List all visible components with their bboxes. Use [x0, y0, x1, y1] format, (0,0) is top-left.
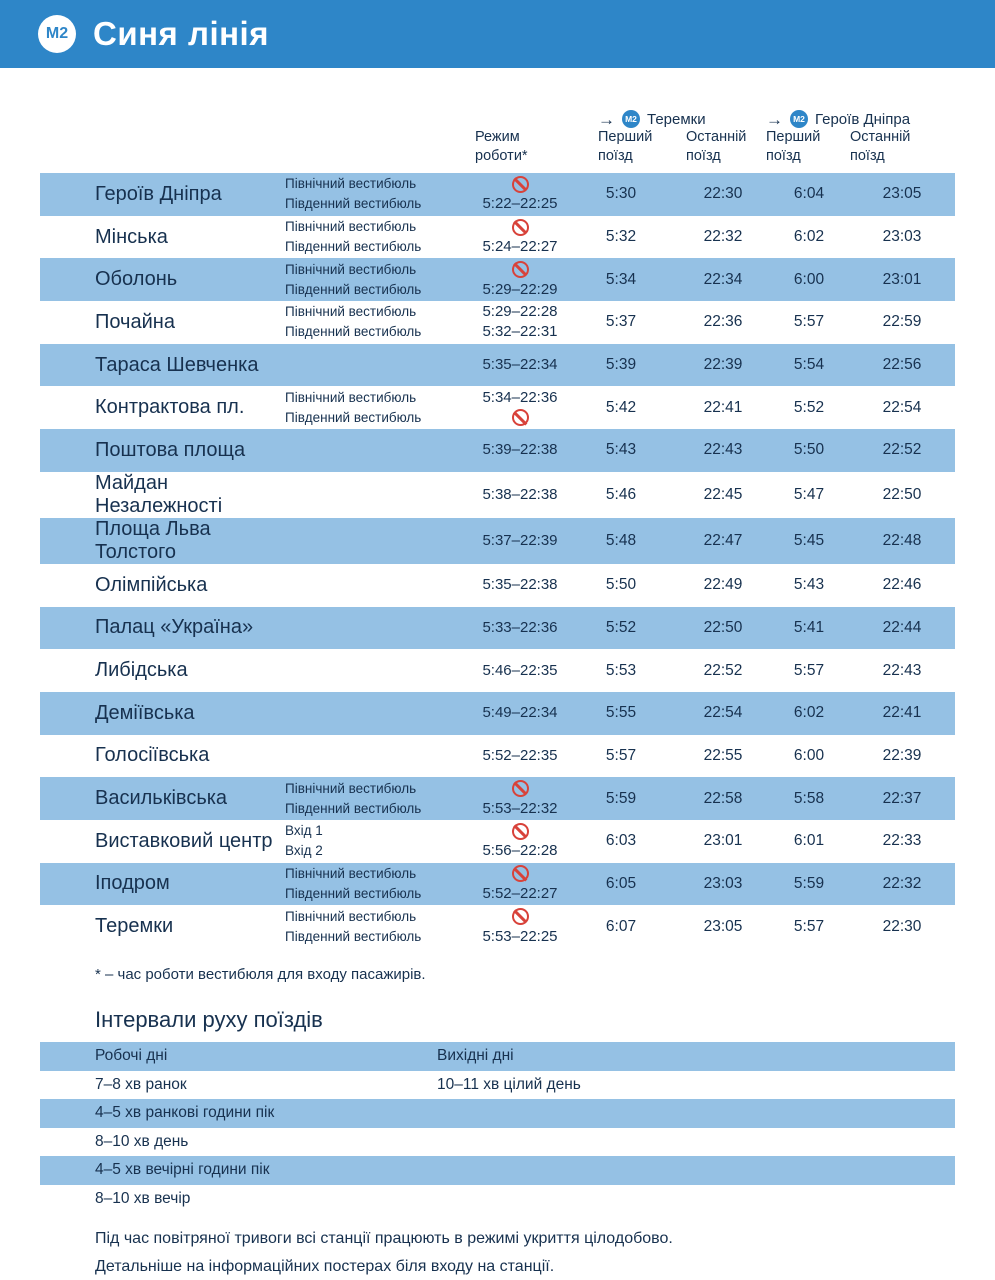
train-time: 5:57: [793, 661, 825, 679]
station-name: Іподром: [95, 872, 170, 895]
page-title: Синя лінія: [93, 15, 269, 52]
working-hours-line: 5:53–22:32: [482, 799, 558, 817]
no-entry-icon: [512, 219, 529, 236]
train-time: 22:55: [703, 746, 743, 764]
train-time: 22:50: [703, 618, 743, 636]
arrow-right-icon: →: [766, 109, 783, 129]
working-hours: 5:39–22:38: [482, 441, 558, 459]
train-time: 5:58: [793, 789, 825, 807]
station-row: [40, 777, 955, 820]
no-entry-icon: [512, 823, 529, 840]
direction-header-heroiv-dnipra: [766, 110, 910, 128]
train-time: 6:04: [793, 185, 825, 203]
no-entry-icon: [512, 409, 529, 426]
working-hours-line: 5:22–22:25: [482, 195, 558, 213]
working-hours-line: [475, 260, 565, 280]
station-name: Почайна: [95, 310, 175, 333]
subheader-last-train: Останній поїзд: [850, 129, 911, 164]
entrance-label: Південний вестибюль: [285, 239, 422, 255]
entrance-label: Північний вестибюль: [285, 176, 417, 192]
mode-header-line1: Режим: [475, 129, 520, 145]
train-time: 5:42: [605, 398, 637, 416]
working-hours-line: 5:32–22:31: [482, 323, 558, 341]
interval-row: [40, 1099, 955, 1128]
entrance-label: Північний вестибюль: [285, 865, 417, 881]
timetable: [40, 68, 955, 948]
alert-notes: [95, 1225, 955, 1280]
train-time: 22:48: [882, 531, 922, 549]
station-name: Васильківська: [95, 787, 228, 810]
train-time: 5:52: [605, 618, 637, 636]
station-name: Голосіївська: [95, 744, 210, 767]
interval-row: [40, 1185, 955, 1214]
working-hours-line: [475, 174, 565, 194]
working-hours-line: [475, 907, 565, 927]
station-row: [40, 258, 955, 301]
station-row: [40, 216, 955, 259]
train-time: 5:57: [605, 746, 637, 764]
working-hours-line: [475, 408, 565, 428]
working-hours: 5:52–22:35: [482, 746, 558, 764]
working-hours: [475, 388, 565, 428]
working-hours-line: 5:52–22:27: [482, 884, 558, 902]
train-time: 5:54: [793, 356, 825, 374]
station-row: [40, 429, 955, 472]
train-time: 5:53: [605, 661, 637, 679]
station-row: [40, 301, 955, 344]
train-time: 5:57: [793, 313, 825, 331]
train-time: 22:43: [882, 661, 922, 679]
train-time: 6:00: [793, 746, 825, 764]
station-row: [40, 518, 955, 564]
table-header: [40, 68, 955, 173]
station-name: Либідська: [95, 659, 188, 682]
train-time: 5:43: [793, 576, 825, 594]
station-row: [40, 564, 955, 607]
entrance-labels: [285, 907, 475, 947]
entrance-labels: [285, 388, 475, 428]
train-time: 22:56: [882, 356, 922, 374]
train-time: 5:48: [605, 531, 637, 549]
mode-column-header: [475, 128, 528, 166]
station-name: Мінська: [95, 225, 168, 248]
station-row: [40, 649, 955, 692]
working-hours-line: 5:29–22:29: [482, 280, 558, 298]
entrance-label: Північний вестибюль: [285, 219, 417, 235]
station-name: Поштова площа: [95, 438, 246, 461]
direction-label: Теремки: [647, 110, 706, 128]
entrance-labels: [285, 174, 475, 214]
station-name: Олімпійська: [95, 573, 208, 596]
train-time: 23:03: [703, 874, 743, 892]
no-entry-icon: [512, 780, 529, 797]
train-time: 5:50: [793, 441, 825, 459]
no-entry-icon: [512, 908, 529, 925]
station-row: [40, 173, 955, 216]
note-line: Під час повітряної тривоги всі станції працюють в режимі укриття цілодобово.: [95, 1230, 673, 1247]
working-hours: 5:49–22:34: [482, 704, 558, 722]
train-time: 5:41: [793, 618, 825, 636]
entrance-labels: [285, 821, 475, 861]
working-hours: [475, 779, 565, 819]
interval-weekday-cell: 7–8 хв ранок: [95, 1075, 187, 1093]
working-hours: [475, 260, 565, 300]
mode-header-line2: роботи*: [475, 148, 528, 164]
station-row: [40, 863, 955, 906]
entrance-label: Південний вестибюль: [285, 196, 422, 212]
working-hours: [475, 174, 565, 214]
working-hours-line: [475, 821, 565, 841]
no-entry-icon: [512, 865, 529, 882]
working-hours: 5:38–22:38: [482, 485, 558, 503]
entrance-label: Вхід 2: [285, 843, 323, 859]
train-time: 5:46: [605, 485, 637, 503]
working-hours: 5:37–22:39: [482, 531, 558, 549]
station-row: [40, 607, 955, 650]
station-row: [40, 905, 955, 948]
train-time: 5:39: [605, 356, 637, 374]
entrance-labels: [285, 779, 475, 819]
intervals-title: Інтервали руху поїздів: [95, 1007, 323, 1032]
entrance-label: Північний вестибюль: [285, 908, 417, 924]
entrance-label: Північний вестибюль: [285, 389, 417, 405]
train-time: 23:05: [703, 917, 743, 935]
interval-row: [40, 1042, 955, 1071]
train-time: 5:50: [605, 576, 637, 594]
train-time: 6:07: [605, 917, 637, 935]
station-name: Контрактова пл.: [95, 396, 245, 419]
interval-weekend-cell: 10–11 хв цілий день: [437, 1075, 581, 1093]
working-hours: 5:35–22:38: [482, 576, 558, 594]
entrance-label: Вхід 1: [285, 823, 323, 839]
working-hours: [475, 302, 565, 342]
train-time: 22:34: [703, 270, 743, 288]
train-time: 22:36: [703, 313, 743, 331]
train-time: 5:34: [605, 270, 637, 288]
train-time: 22:30: [882, 917, 922, 935]
working-hours: 5:35–22:34: [482, 356, 558, 374]
station-name: Тараса Шевченка: [95, 353, 259, 376]
subheader-last-train: Останній поїзд: [686, 129, 747, 164]
intervals-table: [40, 1042, 955, 1213]
working-hours: 5:33–22:36: [482, 618, 558, 636]
train-time: 22:49: [703, 576, 743, 594]
no-entry-icon: [512, 261, 529, 278]
station-rows: [40, 173, 955, 948]
working-hours-line: 5:34–22:36: [482, 388, 558, 406]
station-row: [40, 735, 955, 778]
entrance-labels: [285, 260, 475, 300]
working-hours-line: [475, 779, 565, 799]
train-time: 6:01: [793, 832, 825, 850]
working-hours-line: 5:24–22:27: [482, 238, 558, 256]
entrance-label: Південний вестибюль: [285, 800, 422, 816]
train-time: 22:52: [882, 441, 922, 459]
working-hours: 5:46–22:35: [482, 661, 558, 679]
interval-weekday-cell: 4–5 хв ранкові години пік: [95, 1104, 275, 1122]
station-name: Героїв Дніпра: [95, 182, 222, 205]
arrow-right-icon: →: [598, 109, 615, 129]
train-time: 22:58: [703, 789, 743, 807]
entrance-labels: [285, 217, 475, 257]
train-time: 22:50: [882, 485, 922, 503]
station-row: [40, 692, 955, 735]
train-time: 6:03: [605, 832, 637, 850]
train-time: 22:33: [882, 832, 922, 850]
interval-weekday-cell: 8–10 хв вечір: [95, 1189, 191, 1207]
entrance-label: Південний вестибюль: [285, 409, 422, 425]
interval-row: [40, 1128, 955, 1157]
entrance-label: Північний вестибюль: [285, 304, 417, 320]
entrance-label: Південний вестибюль: [285, 928, 422, 944]
train-time: 23:05: [882, 185, 922, 203]
train-time: 22:46: [882, 576, 922, 594]
interval-row: [40, 1156, 955, 1185]
train-time: 6:02: [793, 228, 825, 246]
m2-line-badge-large: M2: [38, 15, 76, 53]
station-row: [40, 344, 955, 387]
working-hours-line: [475, 217, 565, 237]
train-time: 22:39: [882, 746, 922, 764]
direction-label: Героїв Дніпра: [815, 110, 911, 128]
train-time: 22:41: [703, 398, 743, 416]
train-time: 5:59: [793, 874, 825, 892]
subheader-first-train: Перший поїзд: [598, 129, 653, 164]
train-time: 5:45: [793, 531, 825, 549]
m2-line-badge: M2: [622, 110, 640, 128]
train-time: 5:59: [605, 789, 637, 807]
no-entry-icon: [512, 176, 529, 193]
train-time: 5:52: [793, 398, 825, 416]
entrance-labels: [285, 864, 475, 904]
train-time: 5:57: [793, 917, 825, 935]
entrance-label: Південний вестибюль: [285, 281, 422, 297]
train-time: 6:00: [793, 270, 825, 288]
train-time: 5:37: [605, 313, 637, 331]
station-name: Площа Льва Толстого: [95, 517, 211, 563]
train-time: 23:01: [882, 270, 922, 288]
train-time: 6:05: [605, 874, 637, 892]
train-time: 5:32: [605, 228, 637, 246]
interval-weekday-cell: Робочі дні: [95, 1047, 168, 1065]
direction-header-teremky: [598, 110, 706, 128]
station-row: [40, 386, 955, 429]
train-time: 22:44: [882, 618, 922, 636]
subheader-first-train: Перший поїзд: [766, 129, 821, 164]
entrance-labels: [285, 302, 475, 342]
train-time: 22:54: [703, 704, 743, 722]
train-time: 5:55: [605, 704, 637, 722]
interval-row: [40, 1071, 955, 1100]
train-time: 23:03: [882, 228, 922, 246]
station-row: [40, 472, 955, 518]
working-hours: [475, 217, 565, 257]
train-time: 22:32: [882, 874, 922, 892]
interval-weekday-cell: 8–10 хв день: [95, 1132, 189, 1150]
working-hours-line: 5:53–22:25: [482, 927, 558, 945]
interval-weekday-cell: 4–5 хв вечірні години пік: [95, 1161, 270, 1179]
working-hours-line: 5:56–22:28: [482, 842, 558, 860]
station-row: [40, 820, 955, 863]
train-time: 22:54: [882, 398, 922, 416]
train-time: 22:30: [703, 185, 743, 203]
working-hours-line: [475, 864, 565, 884]
train-time: 22:43: [703, 441, 743, 459]
train-time: 5:47: [793, 485, 825, 503]
station-name: Теремки: [95, 915, 174, 938]
train-time: 22:59: [882, 313, 922, 331]
working-hours: [475, 907, 565, 947]
entrance-label: Північний вестибюль: [285, 780, 417, 796]
train-time: 22:37: [882, 789, 922, 807]
station-name: Майдан Незалежності: [95, 471, 223, 517]
train-time: 6:02: [793, 704, 825, 722]
train-time: 5:30: [605, 185, 637, 203]
note-line: Детальніше на інформаційних постерах біля входу на станції.: [95, 1258, 555, 1275]
entrance-label: Північний вестибюль: [285, 261, 417, 277]
station-name: Деміївська: [95, 701, 195, 724]
train-time: 22:41: [882, 704, 922, 722]
train-time: 23:01: [703, 832, 743, 850]
train-time: 22:32: [703, 228, 743, 246]
footnote: * – час роботи вестибюля для входу пасажирів.: [95, 966, 426, 983]
train-time: 5:43: [605, 441, 637, 459]
station-name: Виставковий центр: [95, 829, 273, 852]
train-time: 22:45: [703, 485, 743, 503]
app-header: [0, 0, 995, 68]
station-name: Оболонь: [95, 268, 178, 291]
entrance-label: Південний вестибюль: [285, 324, 422, 340]
train-time: 22:52: [703, 661, 743, 679]
train-time: 22:39: [703, 356, 743, 374]
working-hours: [475, 821, 565, 861]
train-time: 22:47: [703, 531, 743, 549]
interval-weekend-cell: Вихідні дні: [437, 1047, 514, 1065]
entrance-label: Південний вестибюль: [285, 885, 422, 901]
station-name: Палац «Україна»: [95, 616, 254, 639]
m2-line-badge: M2: [790, 110, 808, 128]
working-hours: [475, 864, 565, 904]
working-hours-line: 5:29–22:28: [482, 303, 558, 321]
